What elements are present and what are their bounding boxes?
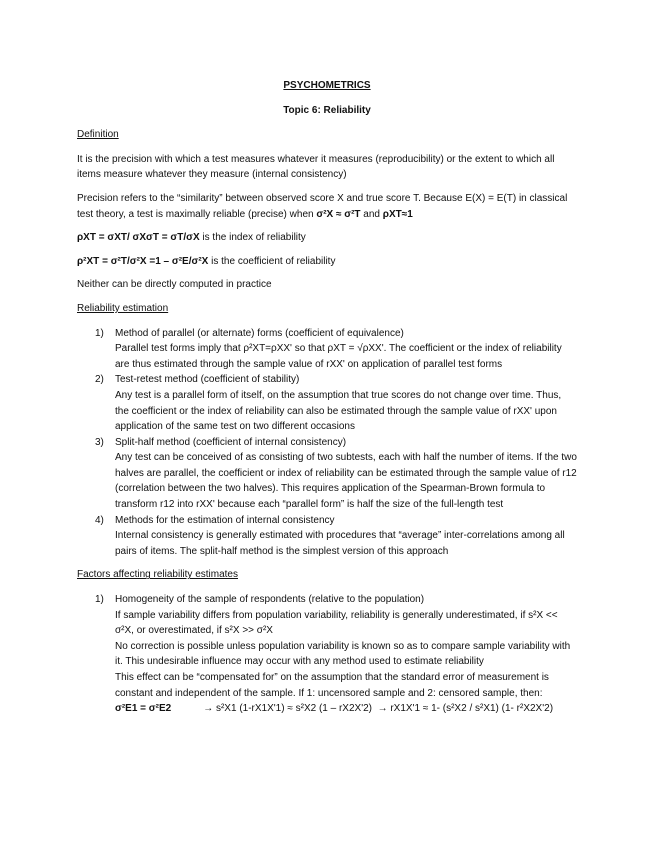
corrected-reliability-formula: → rX1X'1 ≈ 1- (s²X2 / s²X1) (1- r²X2X'2) <box>377 703 554 715</box>
list-item <box>77 435 577 513</box>
index-formula: ρXT = σXT/ σXσT = σT/σX <box>77 232 200 244</box>
and-text: and <box>360 208 383 220</box>
section-heading-definition: Definition <box>77 129 119 141</box>
factors-body-correction: No correction is possible unless population variability is known so as to compare sample variability with it. This undesirable influence may occur with any method used to estimate reliability <box>115 640 571 668</box>
coefficient-formula: ρ²XT = σ²T/σ²X =1 – σ²E/σ²X <box>77 255 209 267</box>
list-item <box>77 372 577 434</box>
document-title: PSYCHOMETRICS <box>283 80 371 91</box>
list-item-number: 1) <box>95 594 104 606</box>
list-item-body: Parallel test forms imply that ρ²XT=ρXX' so that ρXT = √ρXX'. The coefficient or the index of reliability are thus estimated through the sample value of rXX' on application of parallel test forms <box>115 343 562 370</box>
precision-paragraph <box>77 191 577 222</box>
factors-list <box>77 592 577 717</box>
coefficient-text: is the coefficient of reliability <box>208 255 336 267</box>
list-item-title: Test-retest method (coefficient of stability) <box>115 374 300 386</box>
final-formula-line <box>115 701 577 717</box>
neither-paragraph: Neither can be directly computed in practice <box>77 279 272 291</box>
list-item-title: Methods for the estimation of internal consistency <box>115 514 335 526</box>
topic-title: Topic 6: Reliability <box>283 104 371 116</box>
list-item-title: Split-half method (coefficient of internal consistency) <box>115 436 347 448</box>
factors-body-compensation: This effect can be “compensated for” on the assumption that the standard error of measurement is constant and independent of the sample. If 1: uncensored sample and 2: censored sample, then: <box>115 672 549 699</box>
document-page <box>77 78 577 725</box>
reliability-limit-formula: ρXT≈1 <box>382 208 413 220</box>
list-item-title: Homogeneity of the sample of respondents (relative to the population) <box>115 594 425 606</box>
list-item <box>77 326 577 373</box>
list-item-body: Any test can be conceived of as consisting of two subtests, each with half the number of items. If the two halves are parallel, the coefficient or index of reliability can be estimated through the sample value of r12 (correlation between the two halves). This requires application of the Spearman-Brown formula to transform r12 into rXX' because each “parallel form” is half the size of the full-length test <box>115 452 577 511</box>
list-item-title: Method of parallel (or alternate) forms (coefficient of equivalence) <box>115 327 404 339</box>
definition-paragraph: It is the precision with which a test measures whatever it measures (reproducibility) or the extent to which all items measure whatever they measure (internal consistency) <box>77 153 555 181</box>
index-of-reliability <box>77 230 577 246</box>
list-item-body: Any test is a parallel form of itself, on the assumption that true scores do not change over time. Thus, the coefficient or the index of reliability can also be estimated through the sample value of rXX' upon application of the same test on two different occasions <box>115 389 562 433</box>
list-item <box>77 592 577 717</box>
section-heading-factors: Factors affecting reliability estimates <box>77 569 238 581</box>
section-heading-estimation: Reliability estimation <box>77 302 169 314</box>
index-text: is the index of reliability <box>199 232 306 244</box>
list-item <box>77 513 577 560</box>
precision-text: Precision refers to the “similarity” between observed score X and true score T. Because E(X) = E(T) in classical test theory, a test is maximally reliable (precise) when <box>77 192 568 220</box>
list-item-number: 3) <box>95 436 104 448</box>
coefficient-of-reliability <box>77 254 577 270</box>
list-item-number: 1) <box>95 327 104 339</box>
list-item-number: 4) <box>95 514 104 526</box>
error-variance-equality: σ²E1 = σ²E2 <box>115 703 172 715</box>
error-variance-expansion: → s²X1 (1-rX1X'1) ≈ s²X2 (1 – rX2X'2) <box>203 703 373 715</box>
list-item-body: Internal consistency is generally estimated with procedures that “average” inter-correlations among all pairs of items. The split-half method is the simplest version of this approach <box>115 530 565 557</box>
estimation-list <box>77 326 577 560</box>
variance-equality-formula: σ²X ≈ σ²T <box>316 208 361 220</box>
list-item-number: 2) <box>95 374 104 386</box>
factors-body-variability: If sample variability differs from population variability, reliability is generally underestimated, if s²X << σ²X, or overestimated, if s²X >> σ²X <box>115 609 558 637</box>
